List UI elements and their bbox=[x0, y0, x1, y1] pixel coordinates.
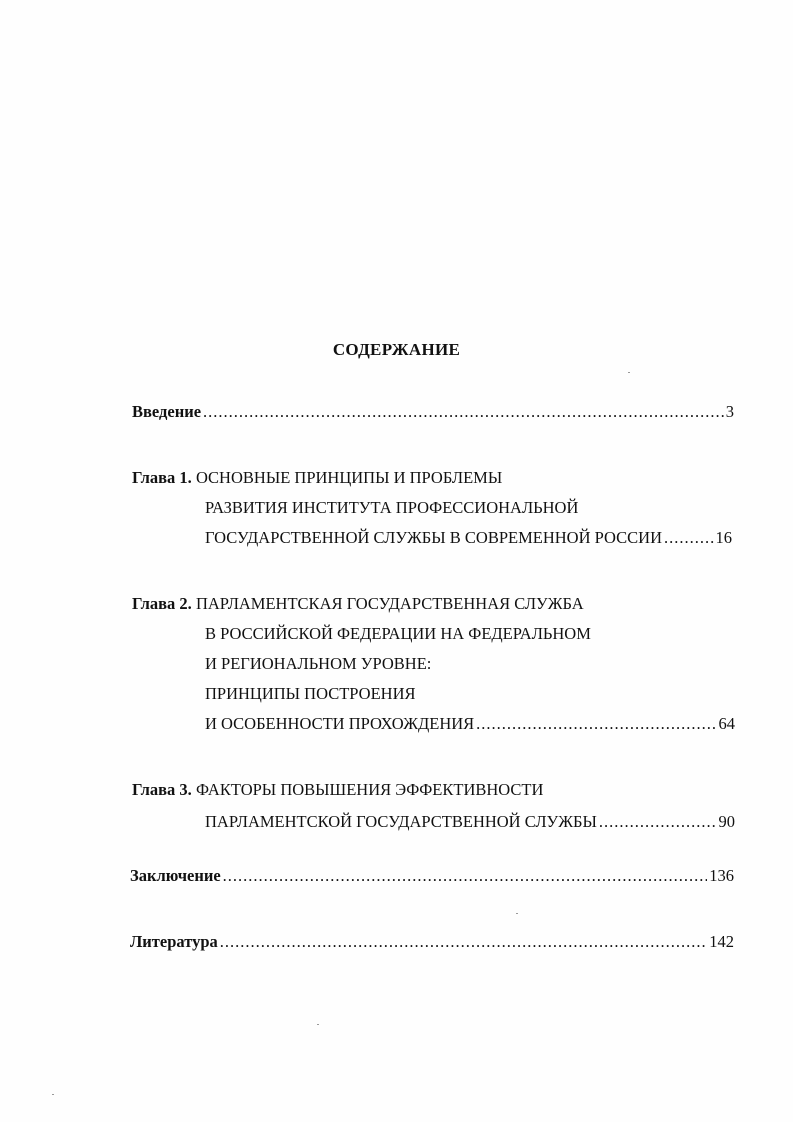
scan-speck bbox=[516, 913, 518, 914]
toc-title: СОДЕРЖАНИЕ bbox=[332, 340, 461, 359]
toc-page-number: 136 bbox=[709, 866, 734, 885]
toc-chapter-2-line-2: В РОССИЙСКОЙ ФЕДЕРАЦИИ НА ФЕДЕРАЛЬНОМ bbox=[205, 624, 591, 643]
toc-page-number: 142 bbox=[709, 932, 734, 951]
toc-page-number: 3 bbox=[725, 402, 734, 421]
toc-entry-intro bbox=[132, 402, 734, 422]
chapter-prefix: Глава 3. bbox=[132, 780, 192, 799]
toc-chapter-3-line-2 bbox=[205, 812, 735, 832]
chapter-title-line: ПАРЛАМЕНТСКОЙ ГОСУДАРСТВЕННОЙ СЛУЖБЫ bbox=[205, 812, 597, 831]
dot-leader bbox=[476, 714, 716, 734]
dot-leader bbox=[664, 528, 714, 548]
toc-entry-label: Введение bbox=[132, 402, 202, 421]
scan-speck bbox=[317, 1024, 319, 1025]
toc-chapter-2-line-4: ПРИНЦИПЫ ПОСТРОЕНИЯ bbox=[205, 684, 416, 703]
dot-leader bbox=[599, 812, 717, 832]
chapter-title-line: ФАКТОРЫ ПОВЫШЕНИЯ ЭФФЕКТИВНОСТИ bbox=[195, 780, 544, 799]
toc-page-number: 90 bbox=[718, 812, 735, 831]
toc-chapter-2-line-5 bbox=[205, 714, 735, 734]
toc-chapter-1-line-3 bbox=[205, 528, 732, 548]
chapter-title-line: И ОСОБЕННОСТИ ПРОХОЖДЕНИЯ bbox=[205, 714, 475, 733]
toc-entry-literature bbox=[130, 932, 734, 952]
dot-leader bbox=[203, 402, 724, 422]
dot-leader bbox=[220, 932, 707, 952]
chapter-title-line: ГОСУДАРСТВЕННОЙ СЛУЖБЫ В СОВРЕМЕННОЙ РОССИИ bbox=[205, 528, 662, 547]
toc-page-number: 16 bbox=[715, 528, 732, 547]
toc-entry-label: Литература bbox=[130, 932, 218, 951]
toc-entry-conclusion bbox=[130, 866, 734, 886]
chapter-title-line: ПАРЛАМЕНТСКАЯ ГОСУДАРСТВЕННАЯ СЛУЖБА bbox=[195, 594, 584, 613]
toc-page-number: 64 bbox=[718, 714, 735, 733]
toc-chapter-2-line-3: И РЕГИОНАЛЬНОМ УРОВНЕ: bbox=[205, 654, 432, 673]
chapter-prefix: Глава 2. bbox=[132, 594, 192, 613]
toc-entry-label: Заключение bbox=[130, 866, 221, 885]
dot-leader bbox=[223, 866, 708, 886]
toc-chapter-2-line-1 bbox=[132, 594, 584, 614]
toc-chapter-3-line-1 bbox=[132, 780, 543, 800]
scan-speck bbox=[52, 1094, 54, 1095]
toc-chapter-1-line-1 bbox=[132, 468, 502, 488]
toc-chapter-1-line-2: РАЗВИТИЯ ИНСТИТУТА ПРОФЕССИОНАЛЬНОЙ bbox=[205, 498, 579, 517]
chapter-prefix: Глава 1. bbox=[132, 468, 192, 487]
scan-speck bbox=[628, 372, 630, 373]
chapter-title-line: ОСНОВНЫЕ ПРИНЦИПЫ И ПРОБЛЕМЫ bbox=[195, 468, 503, 487]
